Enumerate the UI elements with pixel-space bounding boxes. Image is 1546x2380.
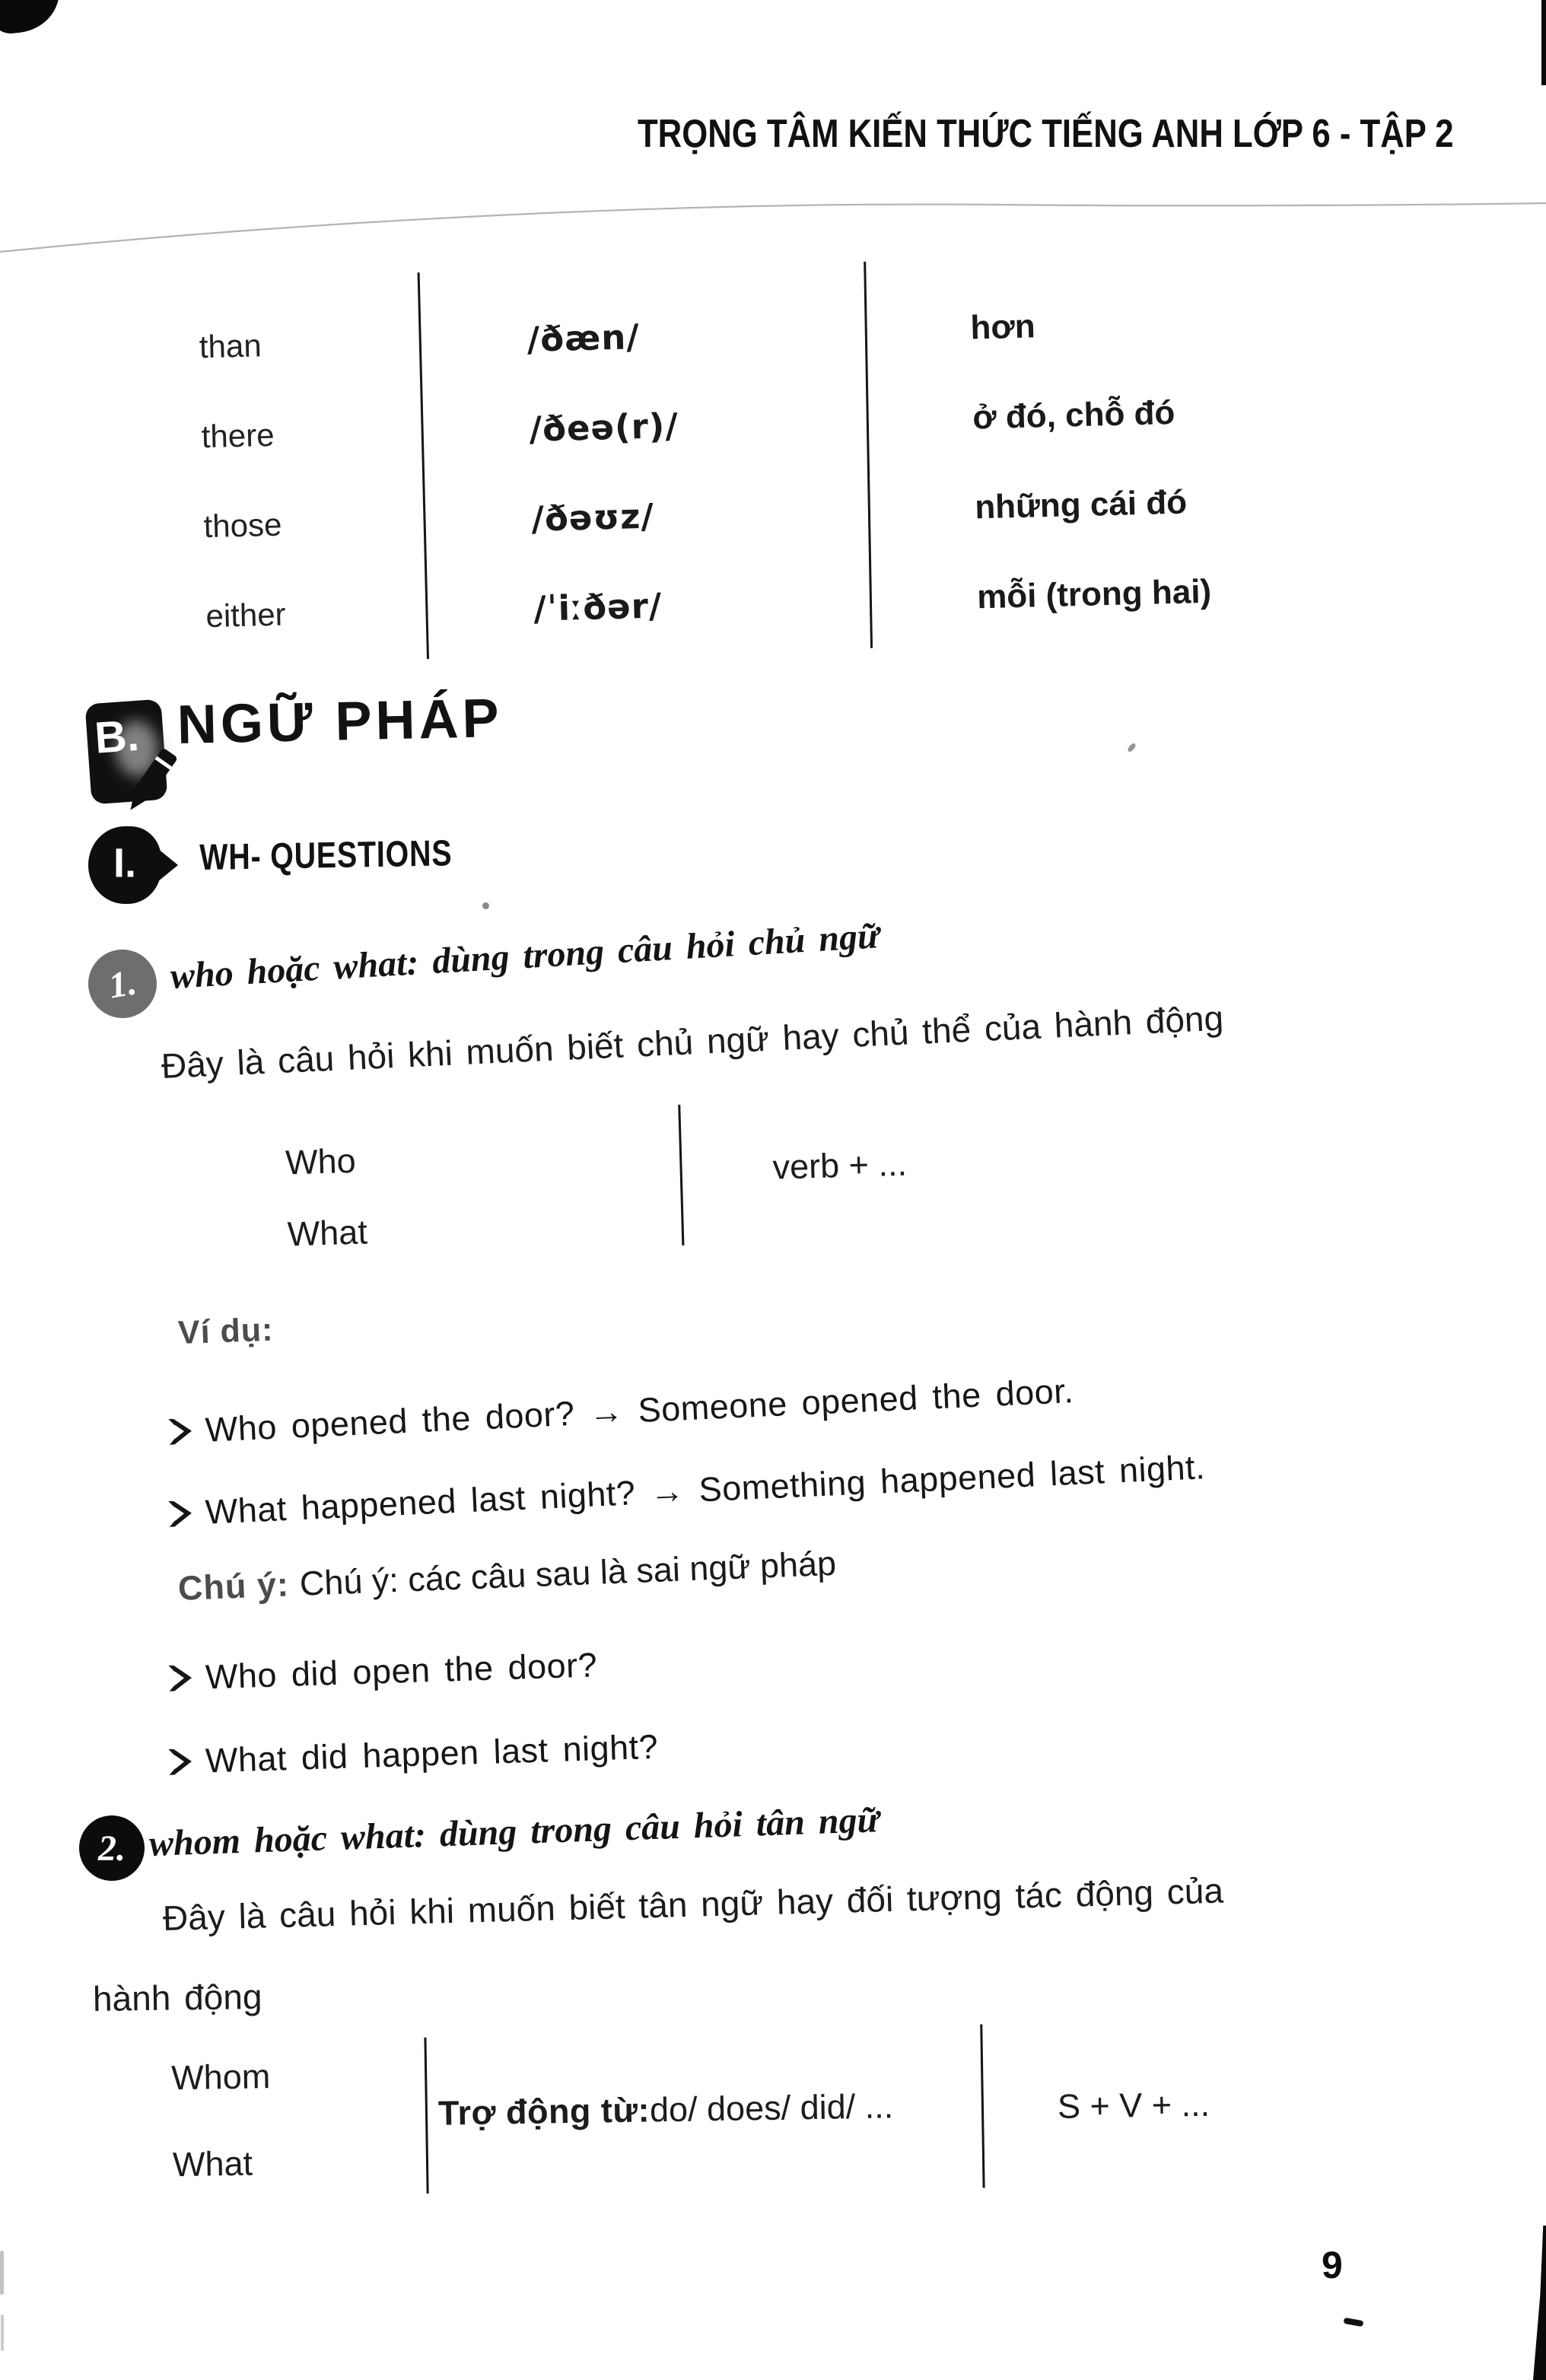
arrow-bullet-icon [168,1748,192,1775]
note-row [177,1544,837,1608]
vocab-ipa: /ˈiːðər/ [533,584,663,629]
wh-section-badge [88,826,161,904]
formula-word: What [172,2143,253,2184]
vocab-meaning: hơn [969,307,1036,347]
formula-word: What [287,1212,368,1254]
point1-title: who hoặc what: dùng trong câu hỏi chủ ngữ [169,915,881,997]
scan-dash-mark [1344,2318,1364,2327]
formula-auxiliary-label: Trợ động từ: [437,2090,651,2133]
formula-table-object-question [169,2016,1259,2207]
section-numeral: I. [113,840,137,886]
example-text: What happened last night? → Something happened last night. [204,1447,1207,1532]
vocab-word: than [199,327,262,365]
point2-description-line2: hành động [92,1976,262,2019]
example-row [168,1371,1074,1452]
formula-auxiliary-list: do/ does/ did/ ... [649,2086,894,2130]
formula-table-subject-question [278,1095,966,1266]
vocab-ipa: /ðæn/ [526,316,641,360]
example-row [168,1447,1206,1534]
vocab-meaning: mỗi (trong hai) [976,572,1212,616]
grammar-section-title: NGỮ PHÁP [177,688,504,756]
book-title-header: TRỌNG TÂM KIẾN THỨC TIẾNG ANH LỚP 6 - TẬP 2 [638,112,1454,156]
scan-speck [1127,742,1137,752]
page-number: 9 [1322,2244,1343,2286]
vocab-ipa: /ðəʊz/ [530,495,655,539]
example-label: Ví dụ: [177,1311,275,1351]
pencil-icon [114,743,183,826]
point2-description-line1: Đây là câu hỏi khi muốn biết tân ngữ hay đối tượng tác động của [162,1870,1224,1938]
wrong-example-row [168,1727,659,1782]
vocab-word: those [203,506,282,545]
note-label: Chú ý: [177,1564,290,1608]
point1-badge: 1. [83,944,162,1023]
note-text: Chú ý: các câu sau là sai ngữ pháp [298,1543,837,1603]
arrow-bullet-icon [168,1418,192,1445]
vocab-word: either [205,596,287,635]
example-text: Who did open the door? [205,1645,598,1697]
vocab-ipa: /ðeə(r)/ [528,405,679,450]
example-text: What did happen last night? [205,1726,659,1780]
table-divider [424,2038,428,2194]
section-letter: B. [93,710,141,763]
scan-speck [0,2251,4,2295]
scan-page-curve-line [0,186,1546,270]
formula-word: Whom [170,2057,271,2098]
formula-auxiliary [438,2086,894,2133]
scan-corner-smudge [0,0,63,36]
arrow-bullet-icon [168,1665,192,1691]
vocab-word: there [201,416,275,455]
point1-description: Đây là câu hỏi khi muốn biết chủ ngữ hay chủ thể của hành động [160,998,1225,1086]
wrong-example-row [168,1645,598,1698]
scan-speck [1,2315,4,2351]
example-text: Who opened the door? → Someone opened the door. [204,1371,1075,1449]
formula-word: Who [285,1141,357,1182]
scan-edge-shadow [1533,2226,1546,2380]
vocab-meaning: những cái đó [974,483,1188,527]
arrow-bullet-icon [168,1500,192,1527]
table-divider [980,2024,985,2188]
point2-title: whom hoặc what: dùng trong câu hỏi tân ngữ [148,1799,880,1864]
formula-verb: verb + ... [771,1144,908,1187]
wh-section-title: WH- QUESTIONS [199,833,453,878]
formula-sv: S + V + ... [1057,2084,1210,2126]
vocabulary-table [178,275,1297,662]
point2-badge: 2. [79,1815,145,1881]
scan-speck [482,902,489,909]
vocab-meaning: ở đó, chỗ đó [972,393,1175,437]
table-divider [678,1105,684,1246]
scan-edge-line [1541,0,1546,85]
